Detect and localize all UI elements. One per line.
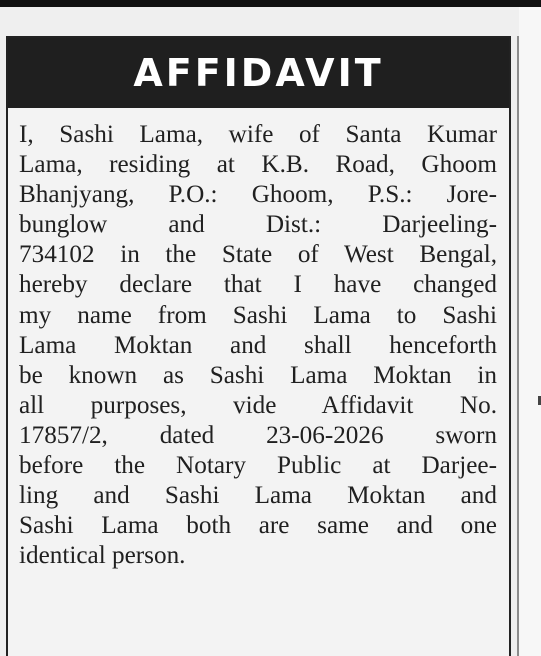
notice-line: Lama Moktan and shall henceforth (19, 331, 497, 359)
notice-body (8, 108, 509, 571)
adjacent-column (519, 7, 541, 656)
notice-line: Lama, residing at K.B. Road, Ghoom (19, 151, 497, 179)
notice-line: ling and Sashi Lama Moktan and (19, 482, 497, 510)
notice-title: AFFIDAVIT (8, 38, 509, 108)
notice-line: hereby declare that I have changed (19, 271, 497, 299)
notice-line: identical person. (19, 542, 186, 570)
notice-line: bunglow and Dist.: Darjeeling- (19, 211, 497, 239)
notice-line: before the Notary Public at Darjee- (19, 452, 497, 480)
notice-line: I, Sashi Lama, wife of Santa Kumar (19, 121, 497, 148)
notice-line: Bhanjyang, P.O.: Ghoom, P.S.: Jore- (19, 181, 497, 209)
notice-line: all purposes, vide Affidavit No. (19, 391, 497, 419)
notice-line: be known as Sashi Lama Moktan in (19, 361, 497, 389)
notice-line: Sashi Lama both are same and one (19, 512, 497, 540)
notice-line: my name from Sashi Lama to Sashi (19, 301, 497, 329)
top-border (0, 0, 541, 7)
affidavit-notice (6, 36, 511, 656)
notice-line: 734102 in the State of West Bengal, (19, 241, 497, 269)
column-divider (517, 36, 519, 656)
notice-line: 17857/2, dated 23-06-2026 sworn (19, 421, 497, 449)
